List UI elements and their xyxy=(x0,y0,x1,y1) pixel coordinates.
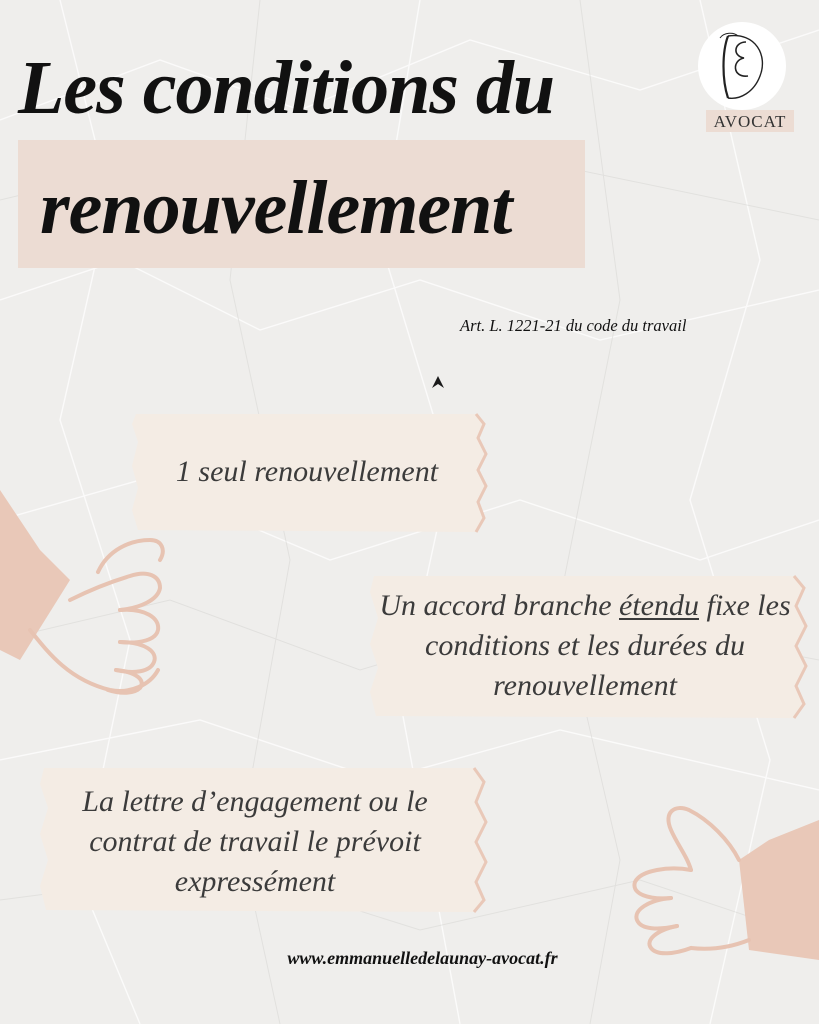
note-3-text: La lettre d’engagement ou le contrat de travail le prévoit expressément xyxy=(82,785,428,898)
note-2-emphasis: étendu xyxy=(619,589,699,622)
website-url: www.emmanuelledelaunay-avocat.fr xyxy=(287,948,558,968)
condition-note-1 xyxy=(132,410,492,534)
title-line-1: Les conditions du xyxy=(18,46,555,130)
condition-note-2 xyxy=(370,572,810,720)
note-2-text xyxy=(378,586,792,706)
thumbs-up-hand-icon xyxy=(0,480,180,720)
logo-monogram xyxy=(698,22,786,110)
thumbs-up-hand-icon xyxy=(619,800,819,970)
logo xyxy=(696,22,796,134)
title-line-2: renouvellement xyxy=(40,166,512,250)
note-1-text: 1 seul renouvellement xyxy=(175,455,439,488)
logo-word: AVOCAT xyxy=(713,112,787,131)
note-2-before: Un accord branche xyxy=(379,589,620,622)
legal-reference: Art. L. 1221-21 du code du travail xyxy=(460,316,687,335)
note-2-after: fixe les conditions et les durées du renouvellement xyxy=(425,589,791,702)
pointer-icon xyxy=(428,372,448,392)
condition-note-3 xyxy=(40,764,490,914)
